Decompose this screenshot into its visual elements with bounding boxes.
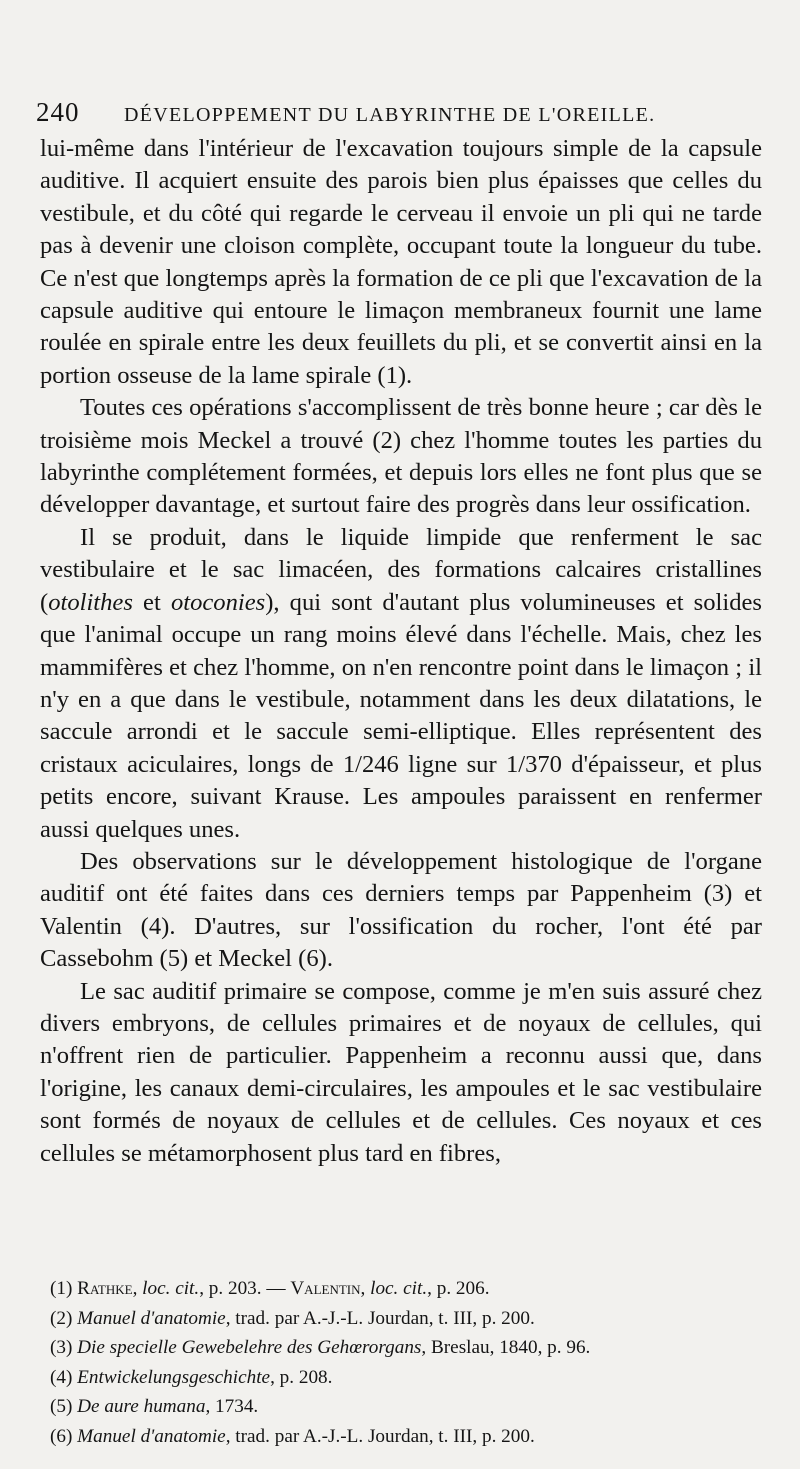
footnote-number: (3) bbox=[50, 1337, 73, 1359]
body-text bbox=[40, 133, 762, 1170]
italic-term: otolithes bbox=[48, 588, 133, 616]
paragraph-text: ), qui sont d'autant plus volumineuses et solides que l'animal occupe un rang moins élevé dans l'échelle. Mais, chez les mammifères et chez l'homme, on n'en rencontre point dans le limaçon ; il n'y en a que dans le vestibule, notamment dans les deux dilatations, le saccule arrondi et le saccule semi-elliptique. Elles représentent des cristaux aciculaires, longs de 1/246 ligne sur 1/370 d'épaisseur, et plus petits encore, suivant Krause. Les ampoules paraissent en renfermer aussi quelques unes. bbox=[40, 588, 762, 843]
footnote-text: , Breslau, 1840, p. 96. bbox=[421, 1337, 591, 1359]
footnote-author: Rathke bbox=[77, 1278, 133, 1299]
footnote bbox=[50, 1333, 762, 1363]
footnote-title: Manuel d'anatomie bbox=[77, 1425, 226, 1447]
footnote-number: (6) bbox=[50, 1425, 73, 1447]
paragraph: Des observations sur le développement histologique de l'organe auditif ont été faites dans ces derniers temps par Pappenheim (3) et Valentin (4). D'autres, sur l'ossification du rocher, l'ont été par Cassebohm (5) et Meckel (6). bbox=[40, 847, 762, 973]
footnote-title: De aure humana bbox=[77, 1396, 206, 1418]
footnote bbox=[50, 1392, 762, 1422]
page-header bbox=[36, 97, 676, 133]
running-title: DÉVELOPPEMENT DU LABYRINTHE DE L'OREILLE. bbox=[124, 104, 656, 126]
footnote: (1) Rathke, loc. cit., p. 203. — Valentin, loc. cit., p. 206. bbox=[50, 1278, 490, 1299]
footnote-text: , p. 208. bbox=[270, 1366, 333, 1388]
italic-term: otoconies bbox=[170, 588, 266, 616]
footnote-text: , 1734. bbox=[205, 1396, 259, 1418]
footnote-citation: loc. cit. bbox=[370, 1278, 428, 1299]
footnote bbox=[50, 1422, 762, 1452]
footnotes bbox=[50, 1274, 762, 1452]
footnote-text: , p. 206. bbox=[427, 1278, 490, 1299]
footnote-number: (1) bbox=[50, 1278, 73, 1299]
paragraph: lui-même dans l'intérieur de l'excavation toujours simple de la capsule auditive. Il acquiert ensuite des parois bien plus épaisses que celles du vestibule, et du côté qui regarde le cerveau il envoie un pli qui ne tarde pas à devenir une cloison complète, occupant toute la longueur du tube. Ce n'est que longtemps après la formation de ce pli que l'excavation de la capsule auditive qui entoure le limaçon membraneux fournit une lame roulée en spirale entre les deux feuillets du pli, et se convertit ainsi en la portion osseuse de la lame spirale (1). bbox=[40, 135, 762, 389]
paragraph: Le sac auditif primaire se compose, comme je m'en suis assuré chez divers embryons, de cellules primaires et de noyaux de cellules, qui n'offrent rien de particulier. Pappenheim a reconnu aussi que, dans l'origine, les canaux demi-circulaires, les ampoules et le sac vestibulaire sont formés de noyaux de cellules et de cellules. Ces noyaux et ces cellules se métamorphosent plus tard en fibres, bbox=[40, 977, 762, 1167]
footnote-title: Die specielle Gewebelehre des Gehœrorgans bbox=[77, 1337, 422, 1359]
footnote-text: , p. 203. — bbox=[199, 1278, 291, 1299]
footnote bbox=[50, 1363, 762, 1393]
paragraph-text: et bbox=[132, 588, 171, 616]
footnote bbox=[50, 1304, 762, 1334]
footnote-title: Entwickelungsgeschichte bbox=[77, 1366, 271, 1388]
paragraph: Toutes ces opérations s'accomplissent de très bonne heure ; car dès le troisième mois Meckel a trouvé (2) chez l'homme toutes les parties du labyrinthe complétement formées, et depuis lors elles ne font plus que se développer davantage, et surtout faire des progrès dans leur ossification. bbox=[40, 394, 762, 519]
page-number: 240 bbox=[36, 97, 80, 127]
footnote-number: (4) bbox=[50, 1366, 73, 1388]
footnote-text: , trad. par A.-J.-L. Jourdan, t. III, p. 200. bbox=[225, 1307, 535, 1329]
paragraph-text: Il se produit, dans le liquide limpide que renferment le sac vestibulaire et le sac limacéen, des formations calcaires cristallines ( bbox=[40, 523, 762, 616]
footnote-author: Valentin bbox=[290, 1278, 361, 1299]
footnote-text: , trad. par A.-J.-L. Jourdan, t. III, p. 200. bbox=[225, 1425, 535, 1447]
footnote-number: (2) bbox=[50, 1307, 73, 1329]
paragraph bbox=[40, 522, 762, 846]
footnote-title: Manuel d'anatomie bbox=[77, 1307, 226, 1329]
footnote-citation: loc. cit. bbox=[142, 1278, 200, 1299]
footnote-number: (5) bbox=[50, 1396, 73, 1418]
